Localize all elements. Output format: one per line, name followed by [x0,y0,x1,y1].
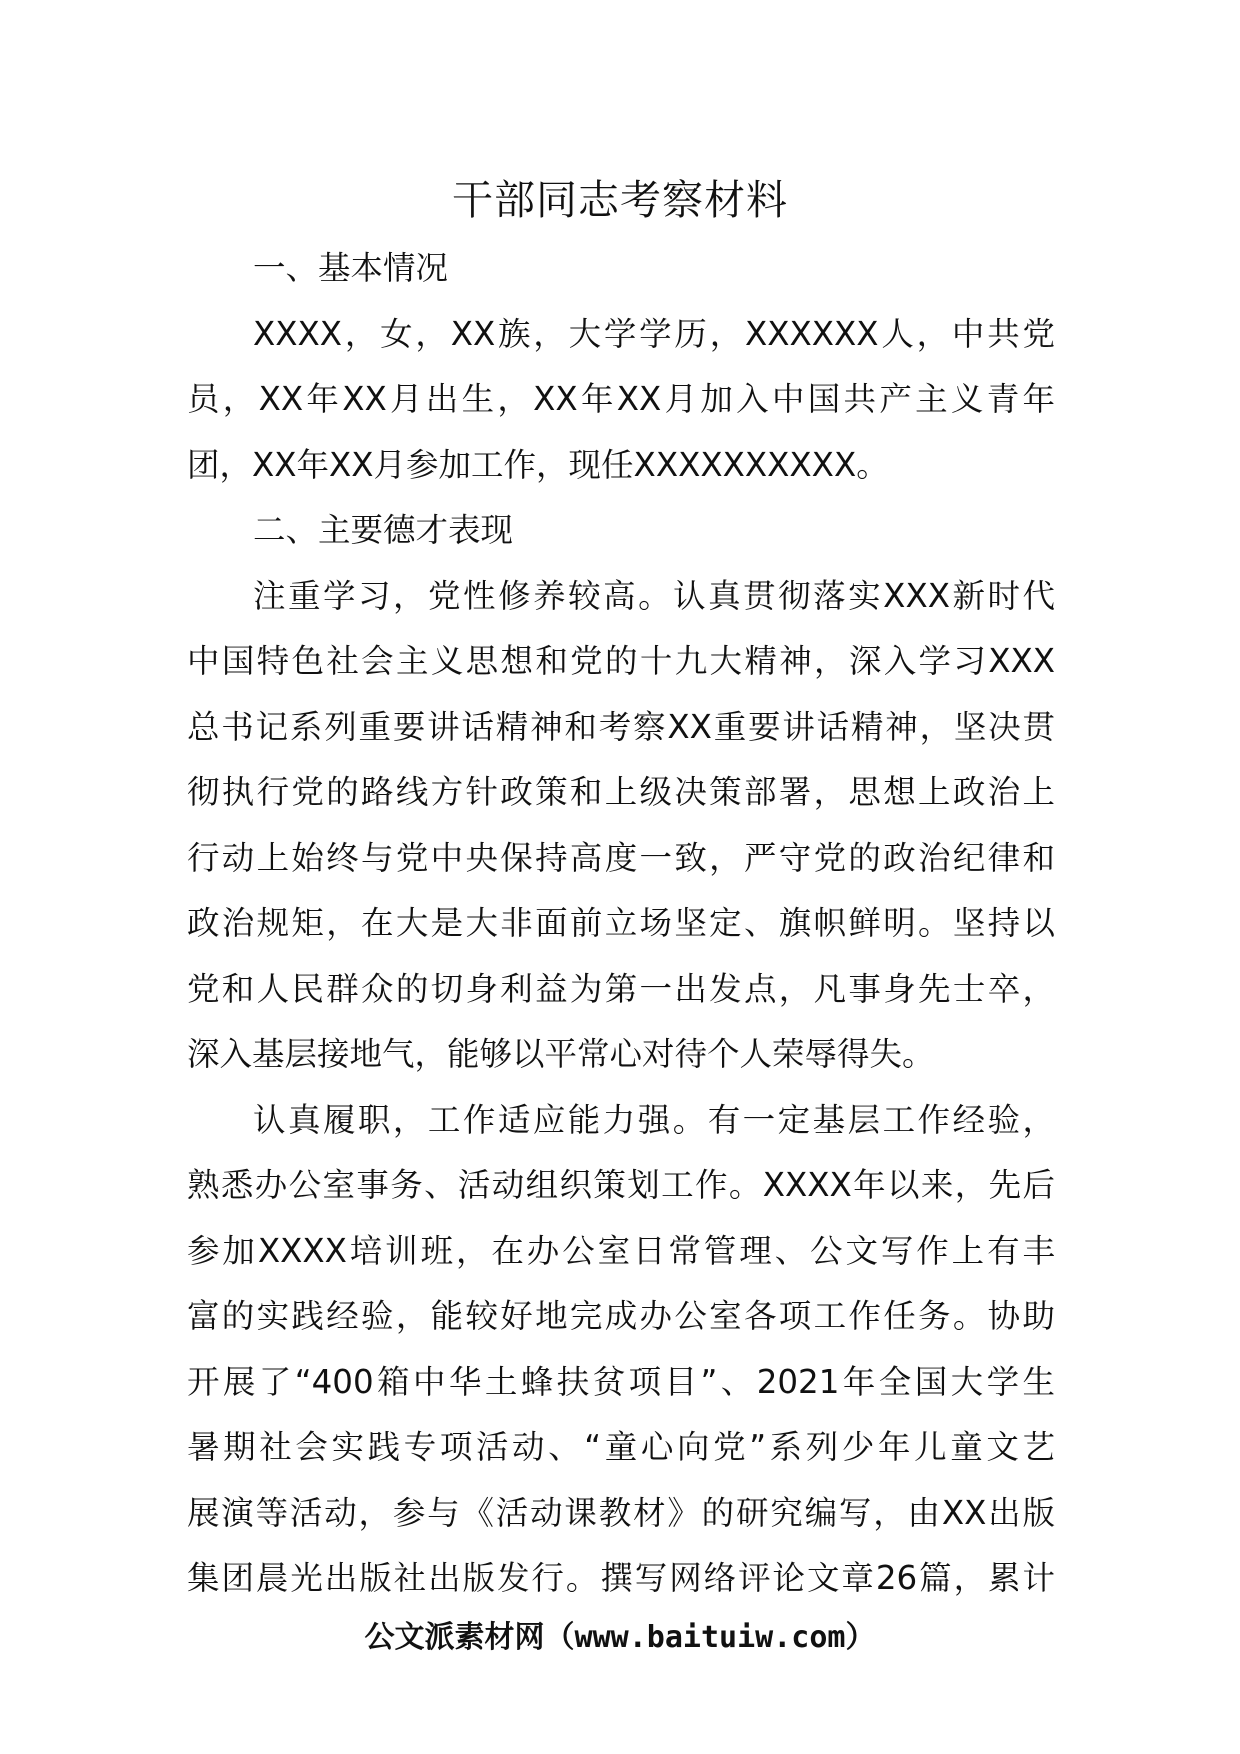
footer-site-name: 公文派素材网 [364,1620,545,1655]
paragraph-line: 暑期社会实践专项活动、“童心向党”系列少年儿童文艺 [187,1428,1055,1466]
paragraph-line: 团，XX年XX月参加工作，现任XXXXXXXXXX。 [187,445,889,484]
footer-watermark [0,1616,1240,1660]
section-heading-basic-info: 一、基本情况 [253,249,449,287]
footer-site-url: （www.baituiw.com） [544,1620,876,1655]
document-title: 干部同志考察材料 [452,176,788,224]
paragraph-line: 认真履职，工作适应能力强。有一定基层工作经验， [253,1100,1055,1139]
paragraph-line: 政治规矩，在大是大非面前立场坚定、旗帜鲜明。坚持以 [187,904,1055,942]
paragraph-line: 党和人民群众的切身利益为第一出发点，凡事身先士卒， [187,969,1055,1008]
paragraph-line: 熟悉办公室事务、活动组织策划工作。XXXX年以来，先后 [187,1166,1055,1204]
paragraph-line: 注重学习，党性修养较高。认真贯彻落实XXX新时代 [253,576,1055,615]
paragraph-line: 开展了“400箱中华土蜂扶贫项目”、2021年全国大学生 [187,1362,1055,1401]
paragraph-line: 富的实践经验，能较好地完成办公室各项工作任务。协助 [187,1297,1055,1335]
paragraph-line: 中国特色社会主义思想和党的十九大精神，深入学习XXX [187,642,1055,680]
paragraph-line: 参加XXXX培训班，在办公室日常管理、公文写作上有丰 [187,1231,1055,1270]
document-body [187,236,1055,1612]
paragraph-line: 集团晨光出版社出版发行。撰写网络评论文章26篇，累计 [187,1559,1055,1597]
paragraph-work [187,1088,1055,1612]
paragraph-line: 彻执行党的路线方针政策和上级决策部署，思想上政治上 [187,773,1055,811]
paragraph-line: 深入基层接地气，能够以平常心对待个人荣辱得失。 [187,1035,935,1073]
paragraph-basic-info [187,302,1055,499]
paragraph-line: XXXX，女，XX族，大学学历，XXXXXX人，中共党 [253,314,1055,353]
paragraph-line: 行动上始终与党中央保持高度一致，严守党的政治纪律和 [187,838,1055,877]
paragraph-line: 总书记系列重要讲话精神和考察XX重要讲话精神，坚决贯 [187,707,1055,746]
paragraph-line: 员，XX年XX月出生，XX年XX月加入中国共产主义青年 [187,380,1055,418]
section-heading-performance: 二、主要德才表现 [253,511,514,549]
paragraph-study [187,564,1055,1088]
paragraph-line: 展演等活动，参与《活动课教材》的研究编写，由XX出版 [187,1493,1055,1532]
